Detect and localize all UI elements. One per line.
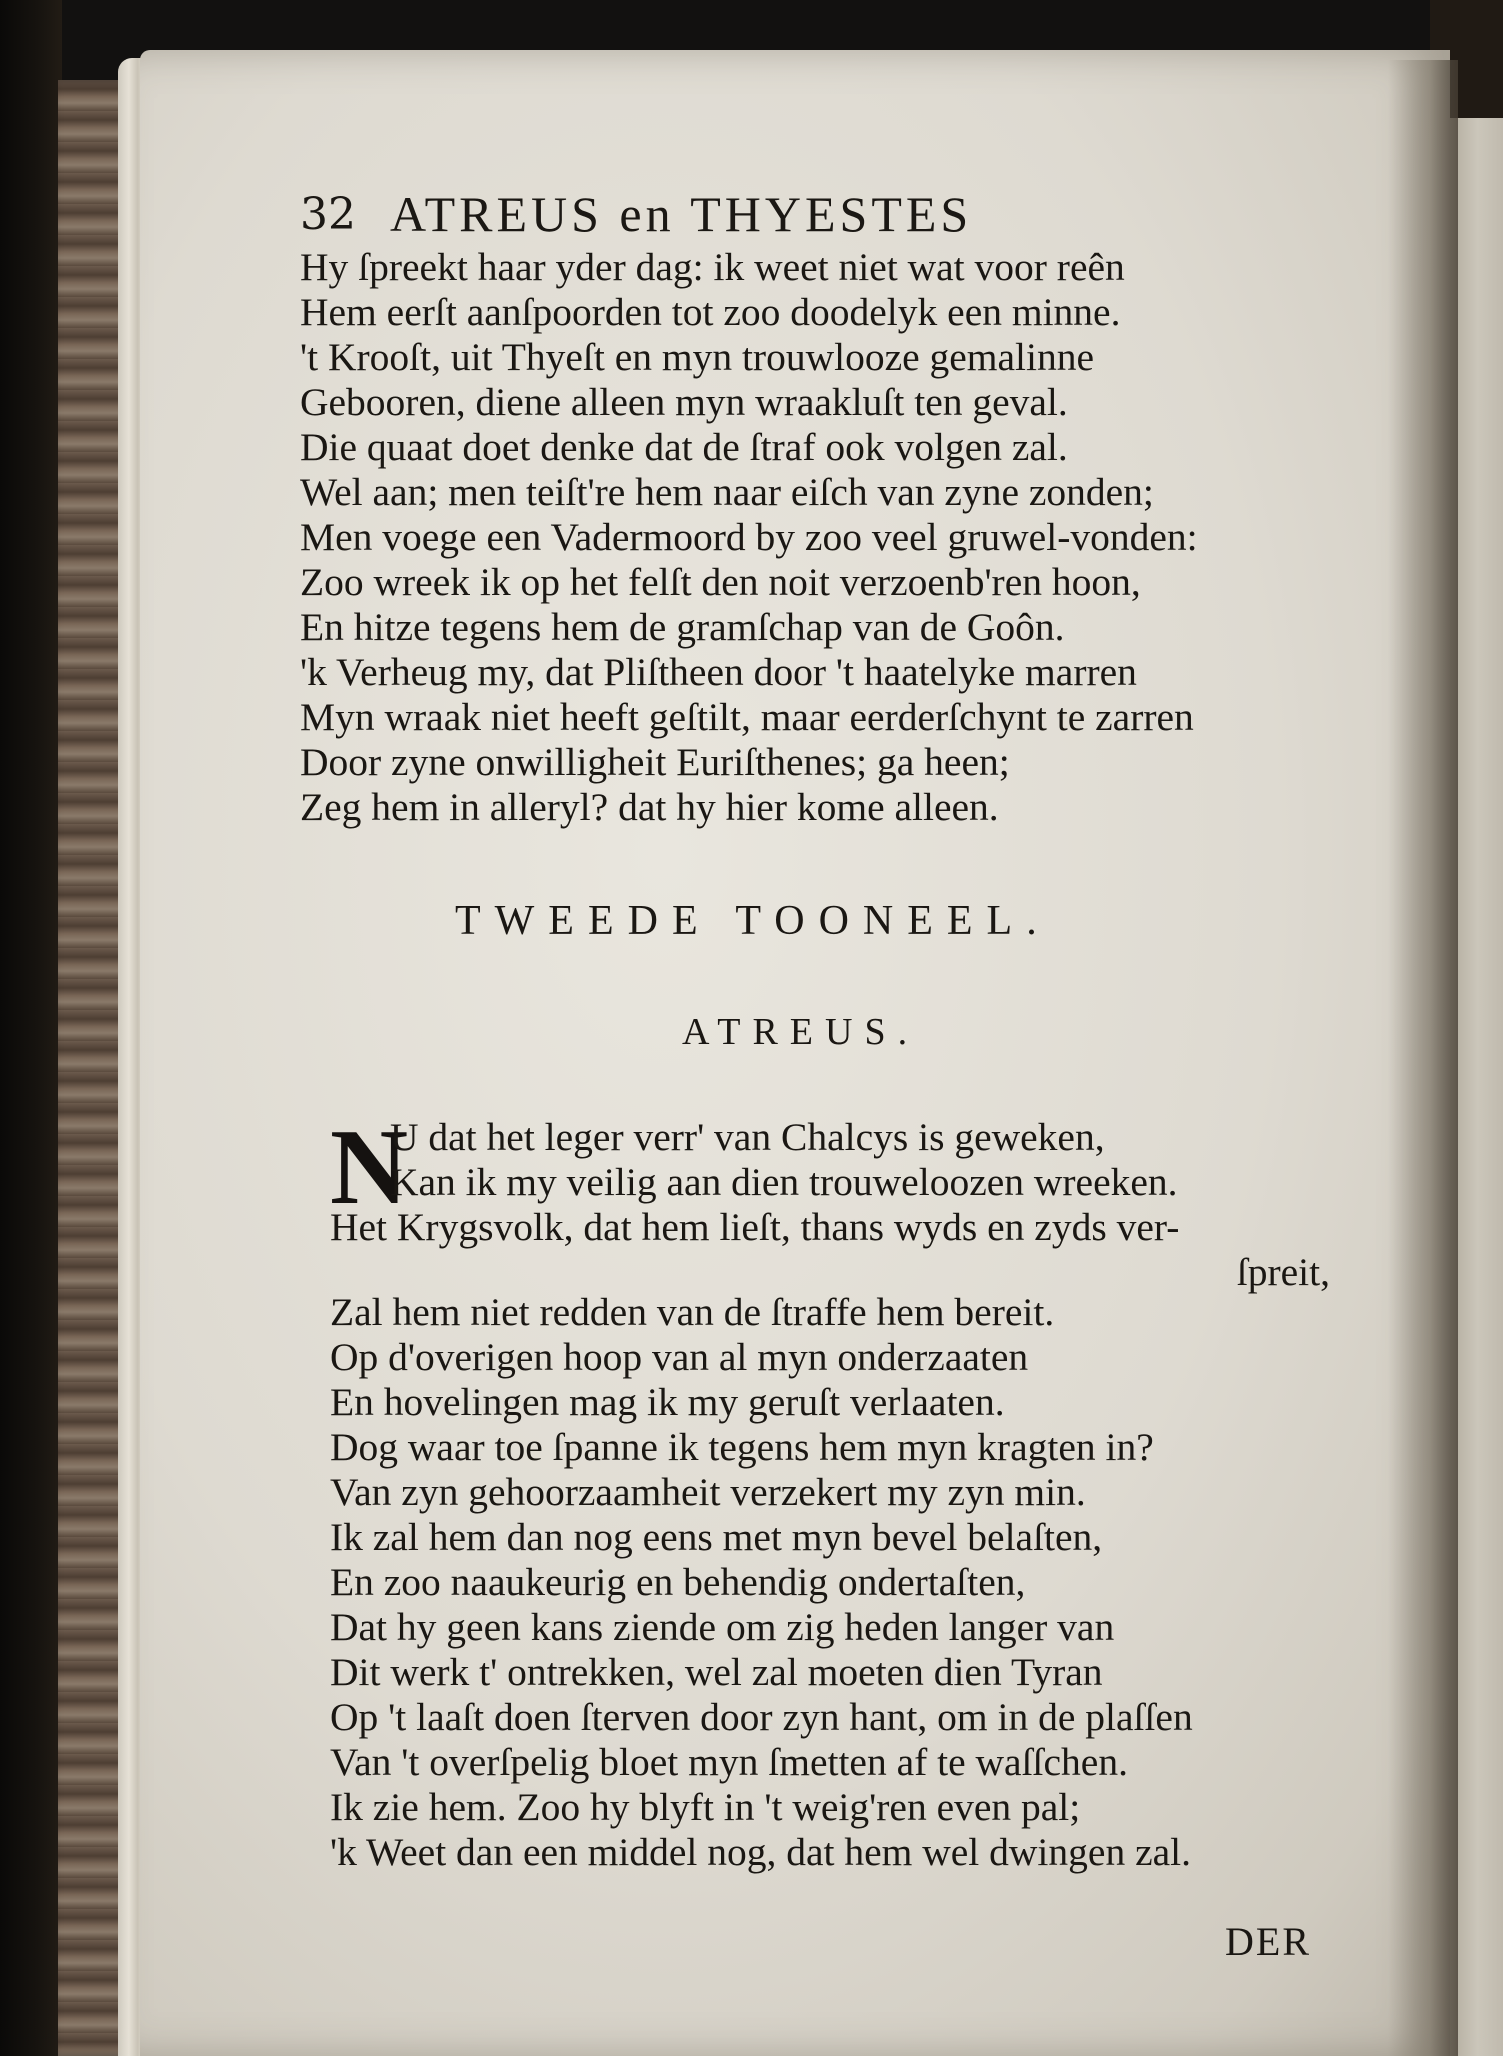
verse-line: Die quaat doet denke dat de ſtraf ook volgen zal. xyxy=(300,425,1068,469)
book-cover-left xyxy=(0,0,62,2056)
verse-line: En hovelingen mag ik my geruſt verlaaten. xyxy=(330,1380,1005,1424)
verse-line: Zeg hem in alleryl? dat hy hier kome alleen. xyxy=(300,785,999,829)
scene-heading: TWEEDE TOONEEL. xyxy=(455,898,1051,944)
verse-line: Hy ſpreekt haar yder dag: ik weet niet wat voor reên xyxy=(300,245,1125,289)
verse-line: Het Krygsvolk, dat hem lieſt, thans wyds en zyds ver- xyxy=(330,1205,1180,1249)
verse-line: Hem eerſt aanſpoorden tot zoo doodelyk een minne. xyxy=(300,290,1121,334)
page-number: 32 xyxy=(300,189,356,240)
catchword: DER xyxy=(1225,1919,1311,1964)
verse-line: Men voege een Vadermoord by zoo veel gruwel-vonden: xyxy=(300,515,1198,559)
verse-line: Zoo wreek ik op het felſt den noit verzoenb'ren hoon, xyxy=(300,560,1141,604)
running-title: ATREUS en THYESTES xyxy=(390,186,973,242)
speech-opening xyxy=(300,1108,1340,1295)
verse-line: Op d'overigen hoop van al myn onderzaaten xyxy=(330,1335,1029,1379)
verse-line: Wel aan; men teiſt're hem naar eiſch van zyne zonden; xyxy=(300,470,1154,514)
verse-line: Kan ik my veilig aan dien trouweloozen wreeken. xyxy=(390,1160,1178,1204)
verse-line: 'k Weet dan een middel nog, dat hem wel dwingen zal. xyxy=(330,1830,1191,1874)
verse-line: Door zyne onwilligheit Euriſthenes; ga heen; xyxy=(300,740,1010,784)
verse-line: Dog waar toe ſpanne ik tegens hem myn kragten in? xyxy=(330,1425,1154,1469)
verse-line: Op 't laaſt doen ſterven door zyn hant, om in de plaſſen xyxy=(330,1695,1193,1739)
drop-cap: N xyxy=(330,1108,408,1227)
verse-line: Dit werk t' ontrekken, wel zal moeten dien Tyran xyxy=(330,1650,1103,1694)
verse-line: Van 't overſpelig bloet myn ſmetten af te waſſchen. xyxy=(330,1740,1128,1784)
verse-turnover: ſpreit, xyxy=(1236,1250,1330,1294)
verse-line: En zoo naaukeurig en behendig ondertaſten, xyxy=(330,1560,1026,1604)
verse-line: Gebooren, diene alleen myn wraakluſt ten geval. xyxy=(300,380,1068,424)
verse-line: Myn wraak niet heeft geſtilt, maar eerderſchynt te zarren xyxy=(300,695,1194,739)
verse-line: Dat hy geen kans ziende om zig heden langer van xyxy=(330,1605,1115,1649)
verse-line: Ik zal hem dan nog eens met myn bevel belaſten, xyxy=(330,1515,1103,1559)
verse-line: Ik zie hem. Zoo hy blyft in 't weig'ren even pal; xyxy=(330,1785,1081,1829)
verse-line: En hitze tegens hem de gramſchap van de Goôn. xyxy=(300,605,1065,649)
speech-body xyxy=(330,1290,1370,1875)
gutter-shadow xyxy=(1388,60,1458,2056)
speaker-name: ATREUS. xyxy=(682,1011,920,1053)
opening-verse xyxy=(300,245,1340,830)
verse-line: 'k Verheug my, dat Pliſtheen door 't haatelyke marren xyxy=(300,650,1137,694)
verse-line: Van zyn gehoorzaamheit verzekert my zyn min. xyxy=(330,1470,1086,1514)
verse-line: 't Krooſt, uit Thyeſt en myn trouwlooze gemalinne xyxy=(300,335,1095,379)
verse-line: Zal hem niet redden van de ſtraffe hem bereit. xyxy=(330,1290,1055,1334)
verse-line: U dat het leger verr' van Chalcys is geweken, xyxy=(390,1115,1105,1159)
